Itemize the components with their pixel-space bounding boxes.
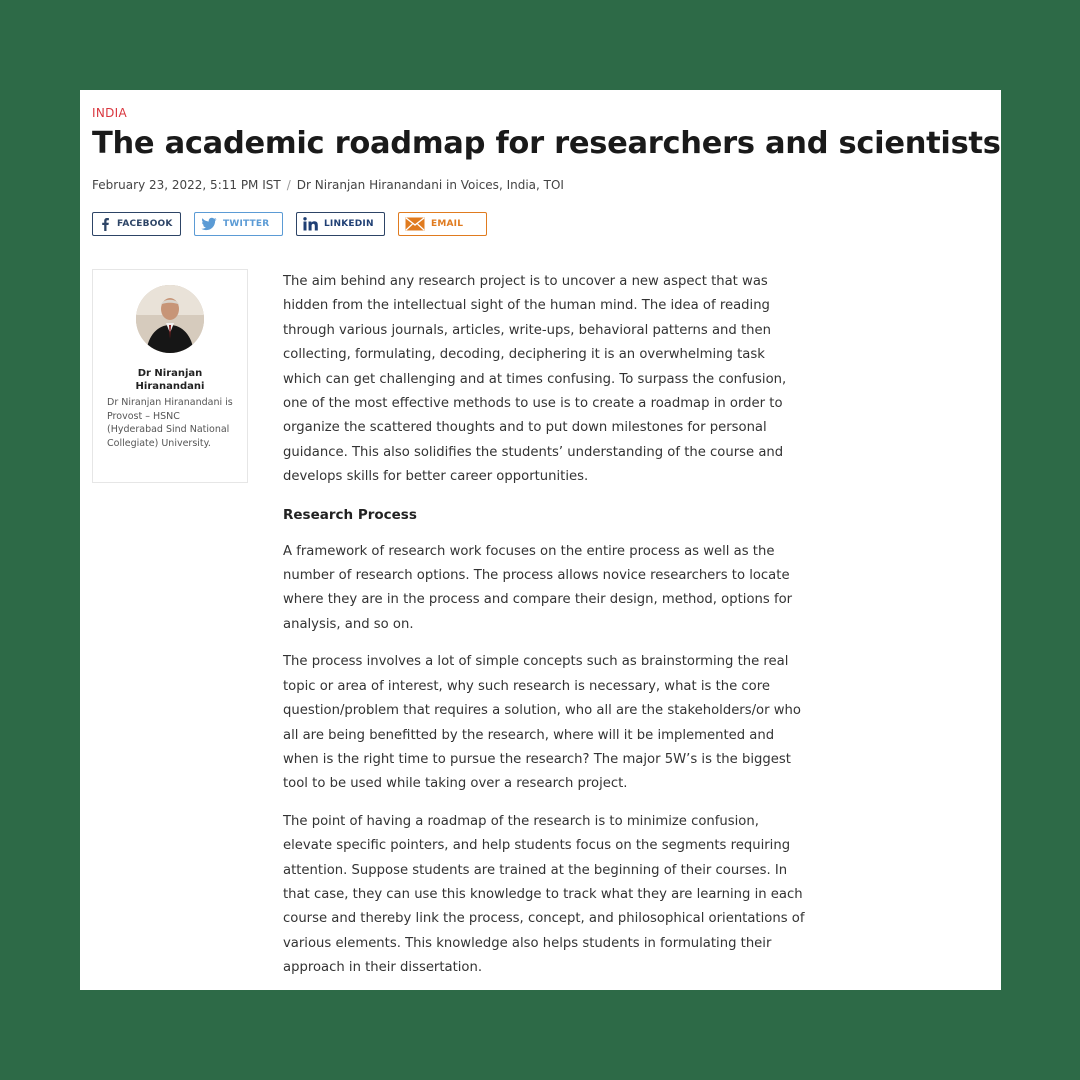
byline-link[interactable]: Dr Niranjan Hiranandani in Voices, India, TOI — [296, 178, 564, 192]
paragraph: The process involves a lot of simple concepts such as brainstorming the real topic or area of interest, why such research is necessary, what is the core question/problem that requires a solution, who all are the stakeholders/or who all are being benefitted by the research, where will it be implemented and when is the right time to pursue the research? The major 5W’s is the biggest tool to be used while taking over a research project. — [283, 654, 801, 792]
meta-separator: / — [286, 178, 291, 192]
facebook-icon — [99, 217, 111, 231]
publish-date: February 23, 2022, 5:11 PM IST — [92, 178, 281, 192]
share-bar — [92, 212, 487, 236]
twitter-label: TWITTER — [223, 219, 270, 229]
email-share-button[interactable] — [398, 212, 487, 236]
section-heading: Research Process — [283, 506, 417, 523]
author-card — [92, 269, 248, 483]
twitter-share-button[interactable] — [194, 212, 283, 236]
email-icon — [405, 217, 425, 231]
twitter-icon — [201, 217, 217, 231]
article-body — [283, 270, 805, 990]
article-title: The academic roadmap for researchers and scientists — [92, 126, 1001, 161]
category-link[interactable]: INDIA — [92, 106, 128, 120]
article-meta — [92, 178, 564, 192]
author-avatar[interactable] — [136, 285, 204, 353]
paragraph: The aim behind any research project is to uncover a new aspect that was hidden from the intellectual sight of the human mind. The idea of reading through various journals, articles, write-ups, behavioral patterns and then collecting, formulating, decoding, deciphering it is an overwhelming task which can get challenging and at times confusing. To surpass the confusion, one of the most effective methods to use is to create a roadmap in order to organize the scattered thoughts and to put down milestones for personal guidance. This also solidifies the students’ understanding of the course and develops skills for better career opportunities. — [283, 274, 787, 485]
author-name[interactable]: Dr Niranjan Hiranandani — [135, 368, 205, 392]
facebook-share-button[interactable] — [92, 212, 181, 236]
linkedin-share-button[interactable] — [296, 212, 385, 236]
author-photo — [136, 285, 204, 353]
facebook-label: FACEBOOK — [117, 219, 173, 229]
article-card — [80, 90, 1001, 990]
linkedin-label: LINKEDIN — [324, 219, 374, 229]
email-label: EMAIL — [431, 219, 464, 229]
paragraph: The point of having a roadmap of the research is to minimize confusion, elevate specific pointers, and help students focus on the segments requiring attention. Suppose students are trained at the beginning of their courses. In that case, they can use this knowledge to track what they are learning in each course and thereby link the process, concept, and philosophical orientations of various elements. This knowledge also helps students in formulating their approach in their dissertation. — [283, 813, 805, 976]
author-bio: Dr Niranjan Hiranandani is Provost – HSNC (Hyderabad Sind National Collegiate) University. — [107, 397, 233, 449]
paragraph: A framework of research work focuses on the entire process as well as the number of research options. The process allows novice researchers to locate where they are in the process and compare their design, method, options for analysis, and so on. — [283, 543, 793, 632]
linkedin-icon — [303, 217, 318, 231]
